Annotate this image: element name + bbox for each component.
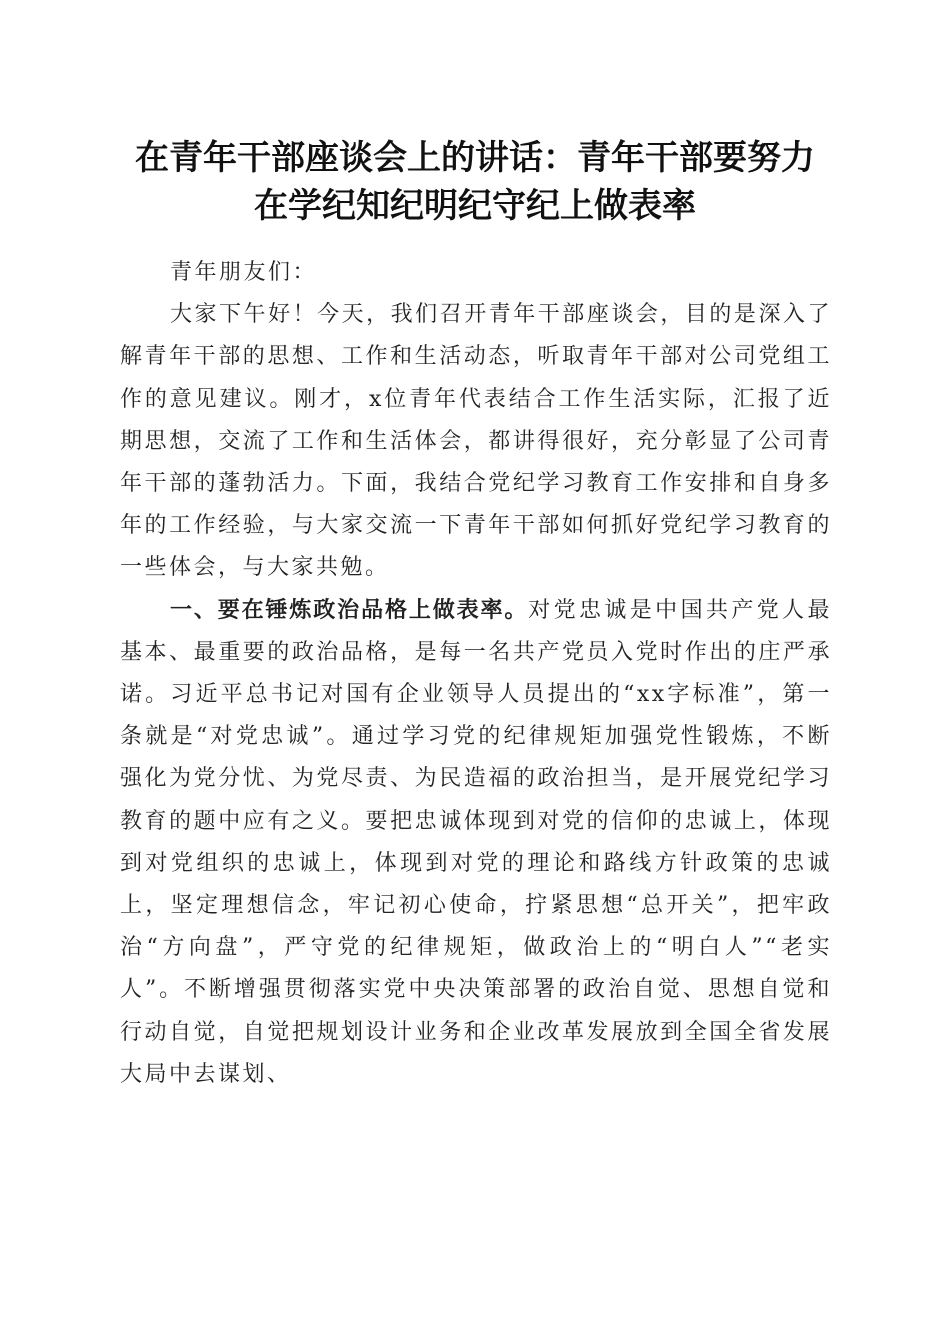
section-heading-1: 一、要在锤炼政治品格上做表率。 [170,597,529,623]
section-body-1: 对党忠诚是中国共产党人最基本、最重要的政治品格，是每一名共产党员入党时作出的庄严承诺。习近平总书记对国有企业领导人员提出的“xx字标准”，第一条就是“对党忠诚”。通过学习党的纪律规矩加强党性锻炼，不断强化为党分忧、为党尽责、为民造福的政治担当，是开展党纪学习教育的题中应有之义。要把忠诚体现到对党的信仰的忠诚上，体现到对党组织的忠诚上，体现到对党的理论和路线方针政策的忠诚上，坚定理想信念，牢记初心使命，拧紧思想“总开关”，把牢政治“方向盘”，严守党的纪律规矩，做政治上的“明白人”“老实人”。不断增强贯彻落实党中央决策部署的政治自觉、思想自觉和行动自觉，自觉把规划设计业务和企业改革发展放到全国全省发展大局中去谋划、 [120,597,832,1087]
salutation: 青年朋友们： [170,260,318,285]
page-title [100,134,850,230]
title-line-2: 在学纪知纪明纪守纪上做表率 [254,186,696,226]
paragraph-intro: 大家下午好！今天，我们召开青年干部座谈会，目的是深入了解青年干部的思想、工作和生活动态，听取青年干部对公司党组工作的意见建议。刚才，x位青年代表结合工作生活实际，汇报了近期思想，交流了工作和生活体会，都讲得很好，充分彰显了公司青年干部的蓬勃活力。下面，我结合党纪学习教育工作安排和自身多年的工作经验，与大家交流一下青年干部如何抓好党纪学习教育的一些体会，与大家共勉。 [120,302,832,581]
title-line-1: 在青年干部座谈会上的讲话：青年干部要努力 [135,138,815,178]
document-body [120,252,832,1096]
paragraph-section-1 [120,590,832,1096]
